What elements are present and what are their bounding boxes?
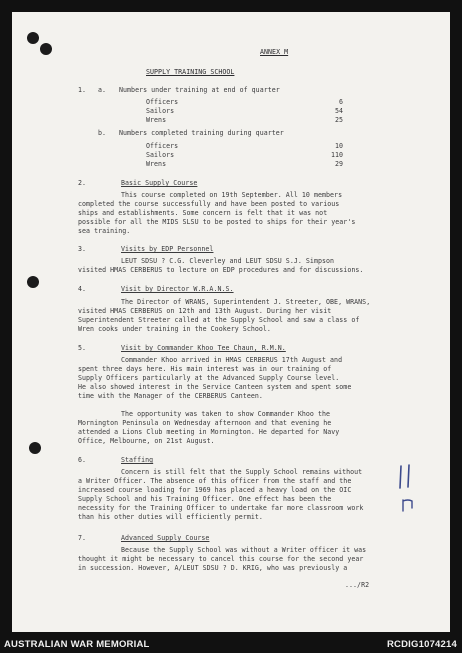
paragraph-line: thought it might be necessary to cancel this course for the second year (78, 555, 364, 563)
paragraph-line: visited HMAS CERBERUS on 12th and 13th August. During her visit (78, 307, 332, 315)
paragraph-line: Supply School and his Training Officer. One effect has been the (78, 495, 332, 503)
paragraph-line: increased course loading for 1969 has placed a heavy load on the OIC (78, 486, 352, 494)
paragraph-line: Commander Khoo arrived in HMAS CERBERUS 17th August and (121, 356, 343, 364)
paragraph-line: The opportunity was taken to show Commander Khoo the (121, 410, 331, 418)
row-label: Officers (146, 142, 179, 150)
section-6-number: 6. (78, 456, 87, 464)
paragraph-line: spent three days here. His main interest was in our training of (78, 365, 332, 373)
row-value: 6 (338, 98, 343, 106)
paragraph-line: necessity for the Training Officer to undertake far more classroom work (78, 504, 364, 512)
row-value: 54 (334, 107, 343, 115)
section-2-heading: Basic Supply Course (121, 179, 198, 187)
paragraph-line: in succession. However, A/LEUT SDSU ? D. KRIG, who was previously a (78, 564, 348, 572)
row-label: Sailors (146, 107, 175, 115)
section-7-number: 7. (78, 534, 87, 542)
document-title: SUPPLY TRAINING SCHOOL (146, 68, 235, 76)
row-value: 25 (334, 116, 343, 124)
row-label: Officers (146, 98, 179, 106)
paragraph-line: Mornington Peninsula on Wednesday afternoon and that evening he (78, 419, 332, 427)
section-2-number: 2. (78, 179, 87, 187)
row-value: 10 (334, 142, 343, 150)
pen-tick-mark (400, 496, 416, 514)
section-4-number: 4. (78, 285, 87, 293)
paragraph-line: a Writer Officer. The absence of this officer from the staff and the (78, 477, 352, 485)
section-3-heading: Visits by EDP Personnel (121, 245, 214, 253)
paragraph-line: attended a Lions Club meeting in Mornington. He departed for Navy (78, 428, 340, 436)
row-value: 110 (330, 151, 343, 159)
paragraph-line: completed the course successfully and have been posted to various (78, 200, 340, 208)
paragraph-line: Wren cooks under training in the Cookery School. (78, 325, 271, 333)
continuation-marker: .../R2 (345, 581, 370, 589)
row-label: Wrens (146, 160, 167, 168)
paragraph-line: possible for all the MIDS SLSU to be posted to ships for their year's (78, 218, 356, 226)
section-3-number: 3. (78, 245, 87, 253)
paragraph-line: Superintendent Streeter called at the Supply School and saw a class of (78, 316, 360, 324)
section-1b-heading: Numbers completed training during quarter (119, 129, 284, 137)
row-label: Sailors (146, 151, 175, 159)
pen-margin-mark (396, 464, 416, 490)
paragraph-line: Because the Supply School was without a Writer officer it was (121, 546, 367, 554)
section-1-number: 1. (78, 86, 87, 94)
paragraph-line: than his other duties will efficiently permit. (78, 513, 263, 521)
paragraph-line: He also showed interest in the Service Canteen system and spent some (78, 383, 352, 391)
section-6-heading: Staffing (121, 456, 154, 464)
paragraph-line: visited HMAS CERBERUS to lecture on EDP procedures and for discussions. (78, 266, 364, 274)
paragraph-line: sea training. (78, 227, 131, 235)
punch-hole-middle (27, 276, 39, 288)
paragraph-line: Supply Officers particularly at the Advanced Supply Course level. (78, 374, 340, 382)
section-5-heading: Visit by Commander Khoo Tee Chaun, R.M.N. (121, 344, 286, 352)
paragraph-line: Office, Melbourne, on 21st August. (78, 437, 215, 445)
paragraph-line: Concern is still felt that the Supply School remains without (121, 468, 363, 476)
paragraph-line: time with the Manager of the CERBERUS Canteen. (78, 392, 263, 400)
punch-hole-lower (29, 442, 41, 454)
paragraph-line: LEUT SDSU ? C.G. Cleverley and LEUT SDSU S.J. Simpson (121, 257, 335, 265)
annex-label: ANNEX M (260, 48, 289, 56)
section-1b-letter: b. (98, 129, 107, 137)
section-5-number: 5. (78, 344, 87, 352)
paragraph-line: The Director of WRANS, Superintendent J. Streeter, OBE, WRANS, (121, 298, 371, 306)
footer-source-label: AUSTRALIAN WAR MEMORIAL (4, 639, 150, 650)
punch-hole-top-left (27, 32, 39, 44)
row-value: 29 (334, 160, 343, 168)
paragraph-line: This course completed on 19th September. All 10 members (121, 191, 343, 199)
document-page (12, 12, 450, 632)
row-label: Wrens (146, 116, 167, 124)
paragraph-line: ships and establishments. Some concern is felt that it was not (78, 209, 328, 217)
footer-record-id: RCDIG1074214 (387, 639, 457, 650)
punch-hole-top-right (40, 43, 52, 55)
section-1a-letter: a. (98, 86, 107, 94)
section-1a-heading: Numbers under training at end of quarter (119, 86, 280, 94)
section-4-heading: Visit by Director W.R.A.N.S. (121, 285, 234, 293)
section-7-heading: Advanced Supply Course (121, 534, 210, 542)
archive-footer (0, 636, 462, 653)
